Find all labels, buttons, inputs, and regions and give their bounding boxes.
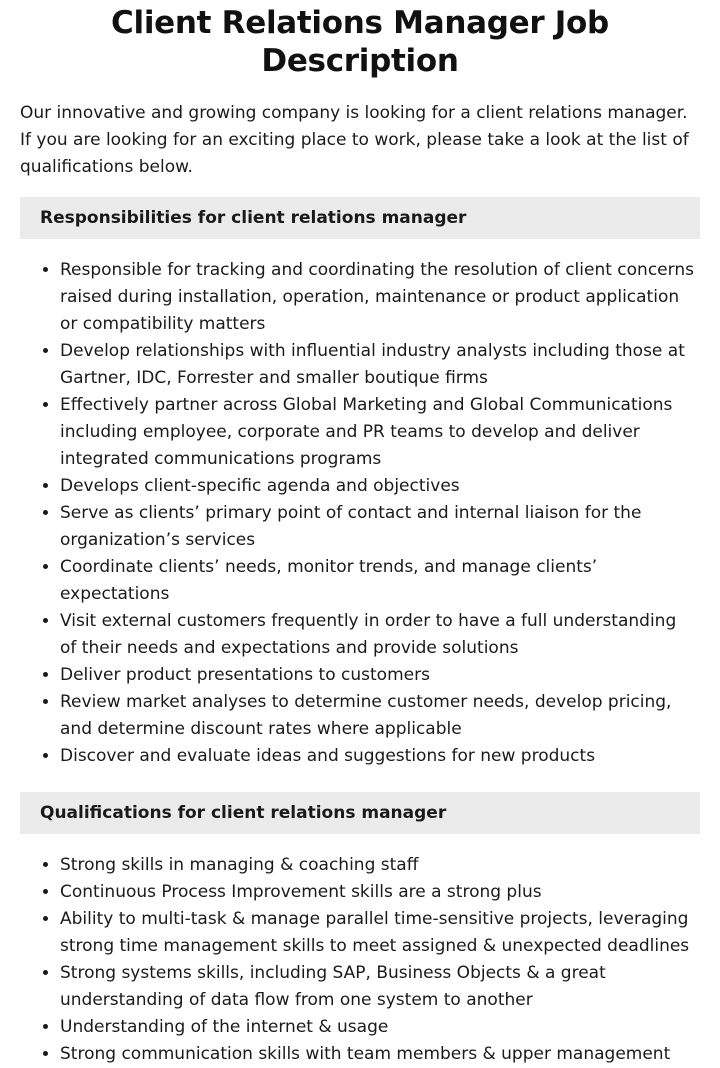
list-item: • Strong communication skills with team members & upper management bbox=[60, 1041, 700, 1068]
qualifications-list bbox=[20, 852, 700, 1068]
list-item: • Develop relationships with influential industry analysts including those at Gartner, IDC, Forrester and smaller boutique firms bbox=[60, 338, 700, 392]
page-title: Client Relations Manager Job Description bbox=[111, 5, 609, 79]
list-item: • Strong skills in managing & coaching staff bbox=[60, 852, 700, 879]
list-item: • Responsible for tracking and coordinating the resolution of client concerns raised during installation, operation, maintenance or product application or compatibility matters bbox=[60, 257, 700, 338]
list-item: • Serve as clients’ primary point of contact and internal liaison for the organization’s services bbox=[60, 500, 700, 554]
list-item: • Deliver product presentations to customers bbox=[60, 662, 700, 689]
intro-paragraph: Our innovative and growing company is looking for a client relations manager. If you are looking for an exciting place to work, please take a look at the list of qualifications below. bbox=[20, 103, 689, 177]
responsibilities-list bbox=[20, 257, 700, 770]
list-item: • Discover and evaluate ideas and suggestions for new products bbox=[60, 743, 700, 770]
list-item: • Understanding of the internet & usage bbox=[60, 1014, 700, 1041]
list-item: • Continuous Process Improvement skills are a strong plus bbox=[60, 879, 700, 906]
list-item: • Ability to multi-task & manage parallel time-sensitive projects, leveraging strong time management skills to meet assigned & unexpected deadlines bbox=[60, 906, 700, 960]
list-item: • Effectively partner across Global Marketing and Global Communications including employee, corporate and PR teams to develop and deliver integrated communications programs bbox=[60, 392, 700, 473]
qualifications-heading: Qualifications for client relations manager bbox=[20, 792, 700, 834]
list-item: • Strong systems skills, including SAP, Business Objects & a great understanding of data flow from one system to another bbox=[60, 960, 700, 1014]
list-item: • Coordinate clients’ needs, monitor trends, and manage clients’ expectations bbox=[60, 554, 700, 608]
list-item: • Review market analyses to determine customer needs, develop pricing, and determine discount rates where applicable bbox=[60, 689, 700, 743]
responsibilities-heading: Responsibilities for client relations manager bbox=[20, 197, 700, 239]
list-item: • Develops client-specific agenda and objectives bbox=[60, 473, 700, 500]
list-item: • Visit external customers frequently in order to have a full understanding of their needs and expectations and provide solutions bbox=[60, 608, 700, 662]
